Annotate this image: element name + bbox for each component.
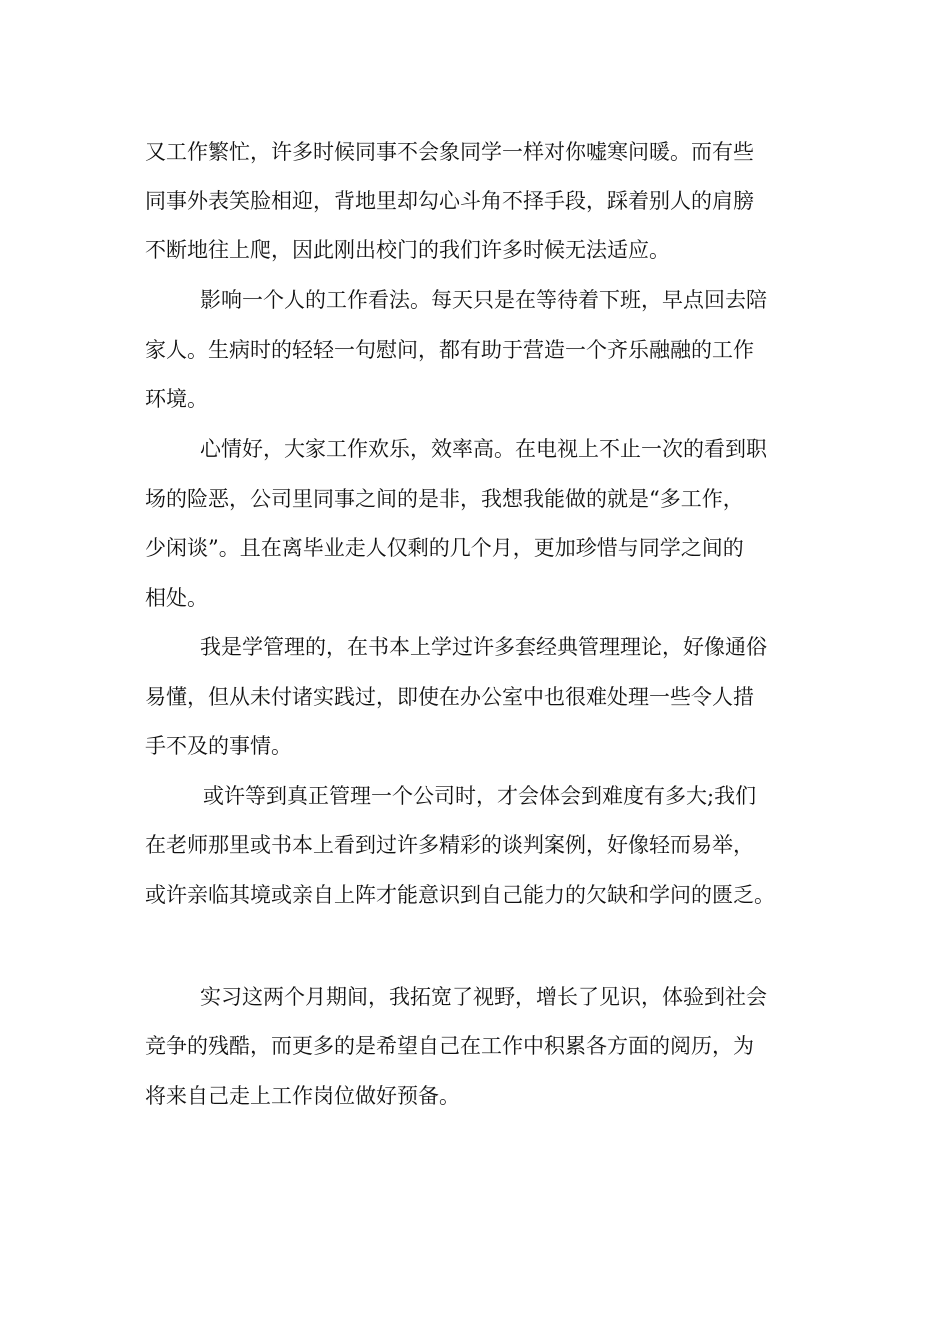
paragraph-5-line-3: 或许亲临其境或亲自上阵才能意识到自己能力的欠缺和学问的匮乏。: [145, 883, 775, 907]
paragraph-2-line-2: 家人。生病时的轻轻一句慰问，都有助于营造一个齐乐融融的工作: [145, 338, 754, 362]
paragraph-3-line-4: 相处。: [145, 586, 208, 610]
paragraph-4-line-3: 手不及的事情。: [145, 734, 292, 758]
paragraph-2-line-1: 影响一个人的工作看法。每天只是在等待着下班，早点回去陪: [200, 288, 767, 312]
paragraph-3-line-1: 心情好，大家工作欢乐，效率高。在电视上不止一次的看到职: [200, 437, 767, 461]
paragraph-6-line-2: 竞争的残酷，而更多的是希望自己在工作中积累各方面的阅历，为: [145, 1034, 754, 1058]
paragraph-1-line-1: 又工作繁忙，许多时候同事不会象同学一样对你嘘寒问暖。而有些: [145, 140, 754, 164]
paragraph-4-line-2: 易懂，但从未付诸实践过，即使在办公室中也很难处理一些令人措: [145, 685, 754, 709]
paragraph-4-line-1: 我是学管理的，在书本上学过许多套经典管理理论，好像通俗: [200, 635, 767, 659]
paragraph-1-line-2: 同事外表笑脸相迎，背地里却勾心斗角不择手段，踩着别人的肩膀: [145, 189, 754, 213]
paragraph-5-line-2: 在老师那里或书本上看到过许多精彩的谈判案例，好像轻而易举，: [145, 833, 754, 857]
paragraph-6-line-3: 将来自己走上工作岗位做好预备。: [145, 1084, 460, 1108]
paragraph-2-line-3: 环境。: [145, 387, 208, 411]
paragraph-1-line-3: 不断地往上爬，因此刚出校门的我们许多时候无法适应。: [145, 238, 670, 262]
paragraph-3-line-3: 少闲谈”。且在离毕业走人仅剩的几个月，更加珍惜与同学之间的: [145, 536, 744, 560]
paragraph-6-line-1: 实习这两个月期间，我拓宽了视野，增长了见识，体验到社会: [200, 985, 767, 1009]
paragraph-3-line-2: 场的险恶，公司里同事之间的是非，我想我能做的就是“多工作，: [145, 487, 744, 511]
paragraph-5-line-1: 或许等到真正管理一个公司时，才会体会到难度有多大;我们: [203, 784, 757, 808]
